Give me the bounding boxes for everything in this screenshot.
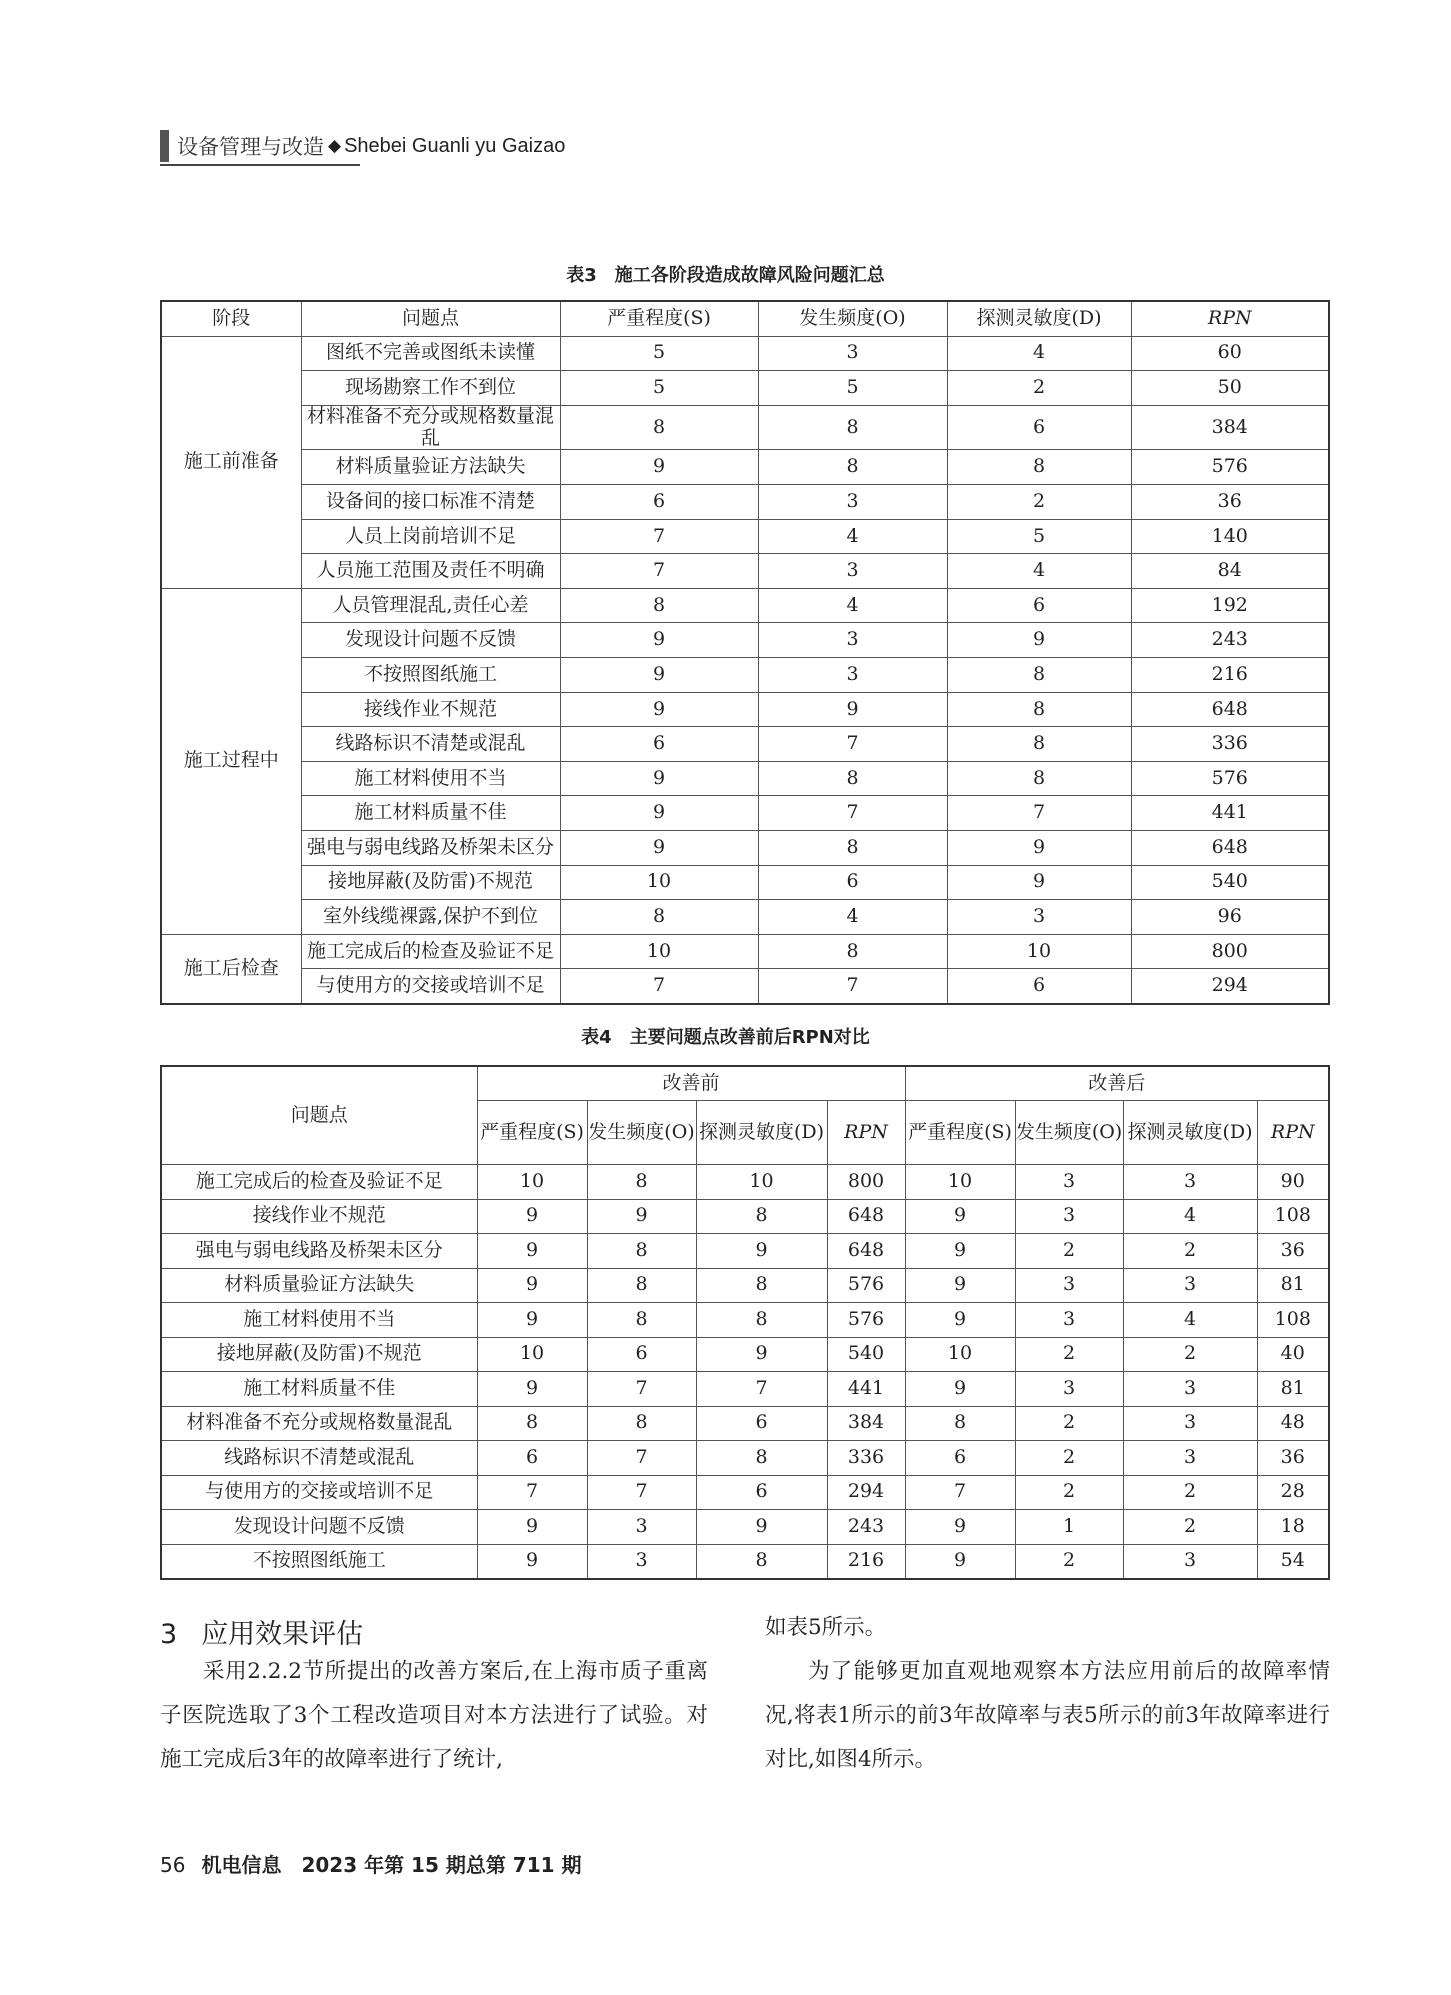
value-cell: 4 xyxy=(1123,1199,1257,1234)
table-row xyxy=(161,934,1329,969)
value-cell: 54 xyxy=(1257,1544,1329,1579)
header-rule xyxy=(160,164,360,166)
table-row xyxy=(161,1510,1329,1545)
problem-cell: 不按照图纸施工 xyxy=(301,658,560,693)
sub-header-after-2: 探测灵敏度(D) xyxy=(1123,1101,1257,1165)
severity-cell: 9 xyxy=(560,658,758,693)
problem-cell: 图纸不完善或图纸未读懂 xyxy=(301,336,560,371)
detection-cell: 6 xyxy=(947,969,1131,1004)
severity-cell: 8 xyxy=(560,405,758,450)
sub-header-before-0: 严重程度(S) xyxy=(477,1101,587,1165)
value-cell: 10 xyxy=(905,1337,1015,1372)
problem-cell: 施工完成后的检查及验证不足 xyxy=(161,1165,477,1200)
value-cell: 8 xyxy=(696,1268,827,1303)
value-cell: 8 xyxy=(905,1406,1015,1441)
table3-body xyxy=(161,336,1329,1004)
value-cell: 108 xyxy=(1257,1303,1329,1338)
value-cell: 2 xyxy=(1015,1441,1123,1476)
right-paragraph: 为了能够更加直观地观察本方法应用前后的故障率情况,将表1所示的前3年故障率与表5所示的前3年故障率进行对比,如图4所示。 xyxy=(765,1659,1330,1772)
severity-cell: 10 xyxy=(560,865,758,900)
severity-cell: 10 xyxy=(560,934,758,969)
severity-cell: 5 xyxy=(560,371,758,406)
occurrence-cell: 8 xyxy=(758,934,947,969)
value-cell: 8 xyxy=(696,1199,827,1234)
table-row xyxy=(161,336,1329,371)
footer-issue: 2023 年第 15 期总第 711 期 xyxy=(301,1853,582,1877)
problem-cell: 材料质量验证方法缺失 xyxy=(301,450,560,485)
occurrence-cell: 8 xyxy=(758,761,947,796)
value-cell: 7 xyxy=(905,1475,1015,1510)
value-cell: 10 xyxy=(477,1337,587,1372)
value-cell: 10 xyxy=(696,1165,827,1200)
problem-cell: 强电与弱电线路及桥架未区分 xyxy=(161,1234,477,1269)
detection-cell: 7 xyxy=(947,796,1131,831)
severity-cell: 7 xyxy=(560,554,758,589)
rpn-cell: 648 xyxy=(1131,692,1329,727)
table4-caption: 表4 主要问题点改善前后RPN对比 xyxy=(581,1027,870,1048)
value-cell: 3 xyxy=(1123,1544,1257,1579)
severity-cell: 6 xyxy=(560,727,758,762)
stage-cell: 施工前准备 xyxy=(161,336,301,588)
severity-cell: 9 xyxy=(560,692,758,727)
detection-cell: 9 xyxy=(947,623,1131,658)
detection-cell: 9 xyxy=(947,831,1131,866)
rpn-cell: 294 xyxy=(1131,969,1329,1004)
problem-cell: 人员施工范围及责任不明确 xyxy=(301,554,560,589)
value-cell: 3 xyxy=(1123,1165,1257,1200)
value-cell: 3 xyxy=(1015,1268,1123,1303)
value-cell: 294 xyxy=(827,1475,905,1510)
table-row xyxy=(161,1165,1329,1200)
col-header-occurrence: 发生频度(O) xyxy=(758,301,947,336)
value-cell: 90 xyxy=(1257,1165,1329,1200)
occurrence-cell: 6 xyxy=(758,865,947,900)
problem-cell: 施工材料质量不佳 xyxy=(161,1372,477,1407)
table-row xyxy=(161,371,1329,406)
table-row xyxy=(161,900,1329,935)
sub-header-after-1: 发生频度(O) xyxy=(1015,1101,1123,1165)
rpn-cell: 140 xyxy=(1131,519,1329,554)
table-row xyxy=(161,761,1329,796)
severity-cell: 7 xyxy=(560,969,758,1004)
rpn-cell: 384 xyxy=(1131,405,1329,450)
value-cell: 9 xyxy=(477,1510,587,1545)
value-cell: 108 xyxy=(1257,1199,1329,1234)
value-cell: 3 xyxy=(1123,1268,1257,1303)
sub-header-before-2: 探测灵敏度(D) xyxy=(696,1101,827,1165)
stage-cell: 施工后检查 xyxy=(161,934,301,1004)
rpn-cell: 576 xyxy=(1131,761,1329,796)
value-cell: 2 xyxy=(1015,1475,1123,1510)
sub-header-after-0: 严重程度(S) xyxy=(905,1101,1015,1165)
value-cell: 3 xyxy=(1015,1165,1123,1200)
table-row xyxy=(161,519,1329,554)
value-cell: 6 xyxy=(905,1441,1015,1476)
col-header-detection: 探测灵敏度(D) xyxy=(947,301,1131,336)
value-cell: 648 xyxy=(827,1234,905,1269)
table4-group-header-row xyxy=(161,1066,1329,1101)
detection-cell: 8 xyxy=(947,727,1131,762)
table-row xyxy=(161,1544,1329,1579)
value-cell: 6 xyxy=(587,1337,696,1372)
value-cell: 8 xyxy=(587,1303,696,1338)
section-number: 3 xyxy=(160,1619,178,1650)
occurrence-cell: 4 xyxy=(758,588,947,623)
value-cell: 9 xyxy=(477,1234,587,1269)
section-title: 应用效果评估 xyxy=(201,1619,364,1650)
detection-cell: 8 xyxy=(947,761,1131,796)
value-cell: 81 xyxy=(1257,1268,1329,1303)
value-cell: 8 xyxy=(587,1165,696,1200)
rpn-cell: 36 xyxy=(1131,485,1329,520)
problem-cell: 发现设计问题不反馈 xyxy=(161,1510,477,1545)
value-cell: 9 xyxy=(905,1199,1015,1234)
value-cell: 8 xyxy=(587,1406,696,1441)
col-header-problem: 问题点 xyxy=(161,1066,477,1165)
problem-cell: 人员管理混乱,责任心差 xyxy=(301,588,560,623)
value-cell: 3 xyxy=(587,1510,696,1545)
problem-cell: 室外线缆裸露,保护不到位 xyxy=(301,900,560,935)
detection-cell: 2 xyxy=(947,371,1131,406)
table-row xyxy=(161,658,1329,693)
occurrence-cell: 3 xyxy=(758,623,947,658)
table-row xyxy=(161,554,1329,589)
rpn-cell: 576 xyxy=(1131,450,1329,485)
table-row xyxy=(161,692,1329,727)
problem-cell: 接线作业不规范 xyxy=(301,692,560,727)
value-cell: 6 xyxy=(696,1406,827,1441)
value-cell: 7 xyxy=(696,1372,827,1407)
footer-journal: 机电信息 xyxy=(201,1853,282,1877)
detection-cell: 8 xyxy=(947,450,1131,485)
value-cell: 9 xyxy=(477,1303,587,1338)
table-row xyxy=(161,450,1329,485)
occurrence-cell: 3 xyxy=(758,554,947,589)
table-row xyxy=(161,1406,1329,1441)
severity-cell: 8 xyxy=(560,588,758,623)
value-cell: 2 xyxy=(1123,1234,1257,1269)
value-cell: 6 xyxy=(477,1441,587,1476)
value-cell: 8 xyxy=(587,1268,696,1303)
col-header-severity: 严重程度(S) xyxy=(560,301,758,336)
value-cell: 3 xyxy=(1123,1406,1257,1441)
table-row xyxy=(161,405,1329,450)
section-heading xyxy=(160,1612,363,1651)
severity-cell: 9 xyxy=(560,796,758,831)
problem-cell: 施工材料使用不当 xyxy=(161,1303,477,1338)
value-cell: 10 xyxy=(477,1165,587,1200)
occurrence-cell: 8 xyxy=(758,405,947,450)
rpn-cell: 800 xyxy=(1131,934,1329,969)
value-cell: 3 xyxy=(1015,1372,1123,1407)
detection-cell: 3 xyxy=(947,900,1131,935)
severity-cell: 5 xyxy=(560,336,758,371)
problem-cell: 接地屏蔽(及防雷)不规范 xyxy=(161,1337,477,1372)
occurrence-cell: 4 xyxy=(758,900,947,935)
detection-cell: 10 xyxy=(947,934,1131,969)
table4-body xyxy=(161,1165,1329,1580)
table-row xyxy=(161,588,1329,623)
value-cell: 81 xyxy=(1257,1372,1329,1407)
value-cell: 9 xyxy=(905,1510,1015,1545)
occurrence-cell: 8 xyxy=(758,450,947,485)
value-cell: 9 xyxy=(905,1268,1015,1303)
table-row xyxy=(161,796,1329,831)
value-cell: 540 xyxy=(827,1337,905,1372)
value-cell: 576 xyxy=(827,1268,905,1303)
group-header-after: 改善后 xyxy=(905,1066,1329,1101)
table-row xyxy=(161,727,1329,762)
value-cell: 18 xyxy=(1257,1510,1329,1545)
problem-cell: 现场勘察工作不到位 xyxy=(301,371,560,406)
value-cell: 3 xyxy=(1015,1303,1123,1338)
occurrence-cell: 3 xyxy=(758,658,947,693)
left-paragraph: 采用2.2.2节所提出的改善方案后,在上海市质子重离子医院选取了3个工程改造项目对本方法进行了试验。对施工完成后3年的故障率进行了统计, xyxy=(160,1659,708,1772)
value-cell: 336 xyxy=(827,1441,905,1476)
problem-cell: 强电与弱电线路及桥架未区分 xyxy=(301,831,560,866)
value-cell: 384 xyxy=(827,1406,905,1441)
table3-header-row xyxy=(161,301,1329,336)
occurrence-cell: 7 xyxy=(758,727,947,762)
value-cell: 8 xyxy=(696,1303,827,1338)
value-cell: 2 xyxy=(1015,1234,1123,1269)
occurrence-cell: 5 xyxy=(758,371,947,406)
severity-cell: 9 xyxy=(560,450,758,485)
col-header-rpn: RPN xyxy=(1131,301,1329,336)
table-row xyxy=(161,1475,1329,1510)
page-footer xyxy=(160,1849,582,1878)
severity-cell: 6 xyxy=(560,485,758,520)
problem-cell: 施工材料使用不当 xyxy=(301,761,560,796)
table-row xyxy=(161,1372,1329,1407)
problem-cell: 材料准备不充分或规格数量混乱 xyxy=(161,1406,477,1441)
group-header-before: 改善前 xyxy=(477,1066,905,1101)
value-cell: 7 xyxy=(477,1475,587,1510)
value-cell: 3 xyxy=(587,1544,696,1579)
col-header-problem: 问题点 xyxy=(301,301,560,336)
value-cell: 8 xyxy=(477,1406,587,1441)
header-bar xyxy=(160,130,169,162)
value-cell: 2 xyxy=(1015,1406,1123,1441)
value-cell: 28 xyxy=(1257,1475,1329,1510)
rpn-cell: 336 xyxy=(1131,727,1329,762)
problem-cell: 施工材料质量不佳 xyxy=(301,796,560,831)
value-cell: 8 xyxy=(696,1441,827,1476)
value-cell: 8 xyxy=(587,1234,696,1269)
problem-cell: 不按照图纸施工 xyxy=(161,1544,477,1579)
sub-header-before-1: 发生频度(O) xyxy=(587,1101,696,1165)
table3-caption: 表3 施工各阶段造成故障风险问题汇总 xyxy=(566,265,885,286)
problem-cell: 施工完成后的检查及验证不足 xyxy=(301,934,560,969)
occurrence-cell: 7 xyxy=(758,796,947,831)
severity-cell: 9 xyxy=(560,761,758,796)
value-cell: 3 xyxy=(1123,1372,1257,1407)
header-journal-en: Shebei Guanli yu Gaizao xyxy=(344,134,566,157)
occurrence-cell: 8 xyxy=(758,831,947,866)
rpn-cell: 441 xyxy=(1131,796,1329,831)
occurrence-cell: 4 xyxy=(758,519,947,554)
value-cell: 1 xyxy=(1015,1510,1123,1545)
rpn-cell: 192 xyxy=(1131,588,1329,623)
table-row xyxy=(161,1234,1329,1269)
rpn-cell: 84 xyxy=(1131,554,1329,589)
value-cell: 36 xyxy=(1257,1441,1329,1476)
problem-cell: 接线作业不规范 xyxy=(161,1199,477,1234)
value-cell: 40 xyxy=(1257,1337,1329,1372)
right-continuation-line: 如表5所示。 xyxy=(765,1615,887,1640)
value-cell: 2 xyxy=(1015,1544,1123,1579)
header-journal-cn: 设备管理与改造 xyxy=(177,135,324,159)
table-row xyxy=(161,969,1329,1004)
col-header-stage: 阶段 xyxy=(161,301,301,336)
value-cell: 441 xyxy=(827,1372,905,1407)
value-cell: 576 xyxy=(827,1303,905,1338)
detection-cell: 6 xyxy=(947,588,1131,623)
detection-cell: 9 xyxy=(947,865,1131,900)
detection-cell: 8 xyxy=(947,692,1131,727)
value-cell: 2 xyxy=(1015,1337,1123,1372)
detection-cell: 4 xyxy=(947,554,1131,589)
problem-cell: 与使用方的交接或培训不足 xyxy=(301,969,560,1004)
value-cell: 2 xyxy=(1123,1337,1257,1372)
problem-cell: 发现设计问题不反馈 xyxy=(301,623,560,658)
diamond-icon: ◆ xyxy=(328,136,342,156)
detection-cell: 2 xyxy=(947,485,1131,520)
value-cell: 9 xyxy=(696,1337,827,1372)
value-cell: 9 xyxy=(696,1234,827,1269)
table3 xyxy=(160,300,1330,1005)
table-row xyxy=(161,1441,1329,1476)
value-cell: 648 xyxy=(827,1199,905,1234)
value-cell: 9 xyxy=(905,1544,1015,1579)
value-cell: 9 xyxy=(477,1372,587,1407)
problem-cell: 接地屏蔽(及防雷)不规范 xyxy=(301,865,560,900)
rpn-cell: 60 xyxy=(1131,336,1329,371)
detection-cell: 4 xyxy=(947,336,1131,371)
problem-cell: 人员上岗前培训不足 xyxy=(301,519,560,554)
rpn-cell: 540 xyxy=(1131,865,1329,900)
severity-cell: 9 xyxy=(560,831,758,866)
rpn-cell: 50 xyxy=(1131,371,1329,406)
value-cell: 7 xyxy=(587,1372,696,1407)
value-cell: 3 xyxy=(1015,1199,1123,1234)
page-number: 56 xyxy=(160,1853,186,1877)
table-row xyxy=(161,1303,1329,1338)
value-cell: 48 xyxy=(1257,1406,1329,1441)
occurrence-cell: 3 xyxy=(758,336,947,371)
value-cell: 4 xyxy=(1123,1303,1257,1338)
value-cell: 9 xyxy=(696,1510,827,1545)
sub-header-after-3: RPN xyxy=(1257,1101,1329,1165)
table-row xyxy=(161,623,1329,658)
detection-cell: 5 xyxy=(947,519,1131,554)
problem-cell: 材料准备不充分或规格数量混乱 xyxy=(301,405,560,450)
sub-header-before-3: RPN xyxy=(827,1101,905,1165)
rpn-cell: 648 xyxy=(1131,831,1329,866)
value-cell: 6 xyxy=(696,1475,827,1510)
severity-cell: 8 xyxy=(560,900,758,935)
value-cell: 9 xyxy=(477,1544,587,1579)
rpn-cell: 96 xyxy=(1131,900,1329,935)
problem-cell: 线路标识不清楚或混乱 xyxy=(161,1441,477,1476)
value-cell: 9 xyxy=(905,1303,1015,1338)
value-cell: 8 xyxy=(696,1544,827,1579)
problem-cell: 与使用方的交接或培训不足 xyxy=(161,1475,477,1510)
value-cell: 800 xyxy=(827,1165,905,1200)
severity-cell: 9 xyxy=(560,623,758,658)
rpn-cell: 216 xyxy=(1131,658,1329,693)
table-row xyxy=(161,1268,1329,1303)
occurrence-cell: 3 xyxy=(758,485,947,520)
occurrence-cell: 9 xyxy=(758,692,947,727)
value-cell: 7 xyxy=(587,1475,696,1510)
occurrence-cell: 7 xyxy=(758,969,947,1004)
table-row xyxy=(161,1199,1329,1234)
detection-cell: 8 xyxy=(947,658,1131,693)
table-row xyxy=(161,1337,1329,1372)
severity-cell: 7 xyxy=(560,519,758,554)
value-cell: 9 xyxy=(477,1268,587,1303)
table-row xyxy=(161,831,1329,866)
value-cell: 9 xyxy=(477,1199,587,1234)
stage-cell: 施工过程中 xyxy=(161,588,301,934)
value-cell: 2 xyxy=(1123,1475,1257,1510)
running-header xyxy=(160,130,565,162)
value-cell: 216 xyxy=(827,1544,905,1579)
rpn-cell: 243 xyxy=(1131,623,1329,658)
value-cell: 7 xyxy=(587,1441,696,1476)
problem-cell: 线路标识不清楚或混乱 xyxy=(301,727,560,762)
table-row xyxy=(161,485,1329,520)
value-cell: 9 xyxy=(905,1234,1015,1269)
value-cell: 9 xyxy=(587,1199,696,1234)
value-cell: 36 xyxy=(1257,1234,1329,1269)
value-cell: 9 xyxy=(905,1372,1015,1407)
problem-cell: 设备间的接口标准不清楚 xyxy=(301,485,560,520)
value-cell: 10 xyxy=(905,1165,1015,1200)
value-cell: 243 xyxy=(827,1510,905,1545)
problem-cell: 材料质量验证方法缺失 xyxy=(161,1268,477,1303)
value-cell: 3 xyxy=(1123,1441,1257,1476)
table4 xyxy=(160,1065,1330,1580)
value-cell: 2 xyxy=(1123,1510,1257,1545)
detection-cell: 6 xyxy=(947,405,1131,450)
table-row xyxy=(161,865,1329,900)
